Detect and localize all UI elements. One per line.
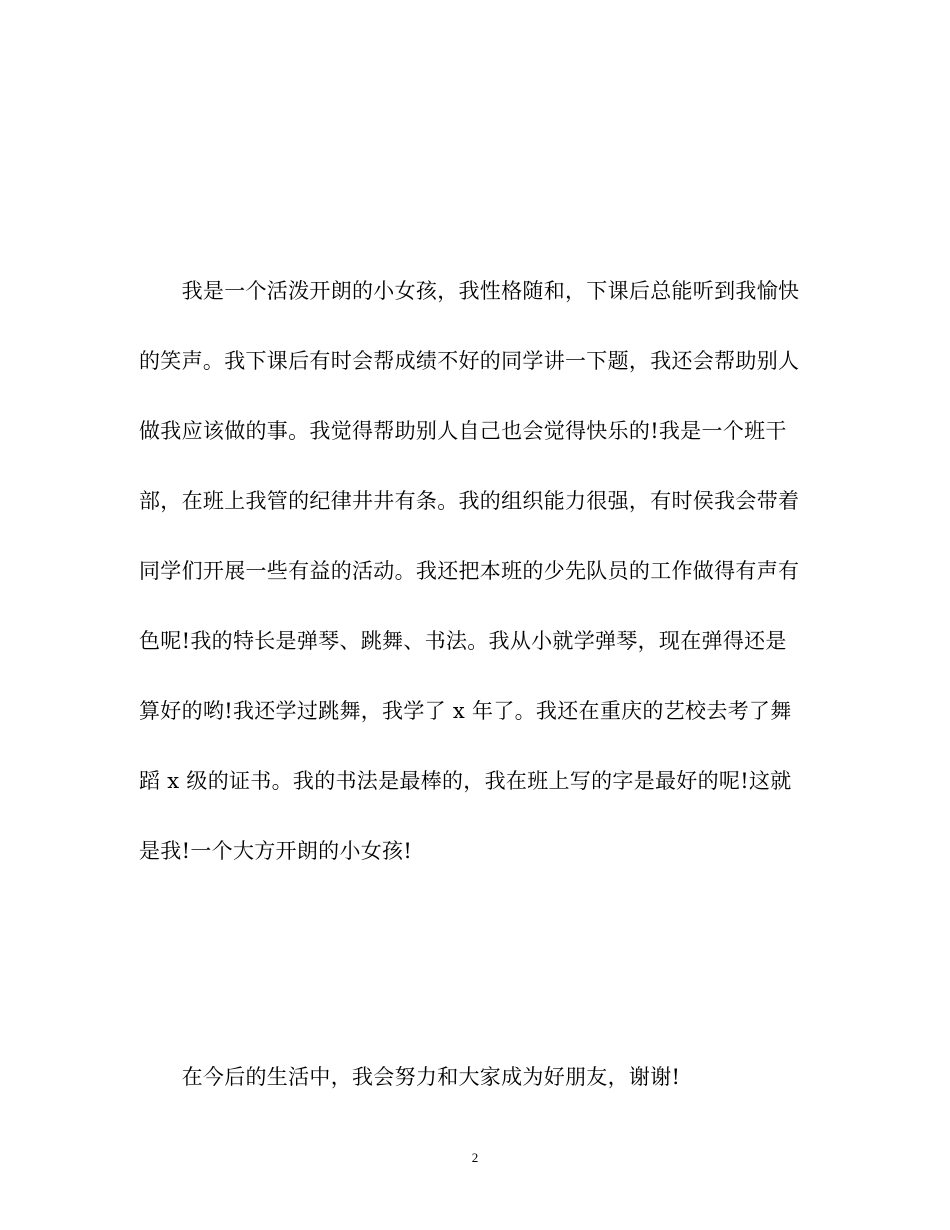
paragraph-1-line-7: 算好的哟!我还学过跳舞，我学了 x 年了。我还在重庆的艺校去考了舞 [139,699,792,723]
paragraph-1-line-2: 的笑声。我下课后有时会帮成绩不好的同学讲一下题，我还会帮助别人 [139,349,800,373]
paragraph-1-line-4: 部，在班上我管的纪律井井有条。我的组织能力很强，有时侯我会带着 [139,489,800,513]
paragraph-2: 在今后的生活中，我会努力和大家成为好朋友，谢谢! [139,1065,681,1089]
paragraph-1-line-9: 是我!一个大方开朗的小女孩! [139,839,413,863]
paragraph-1-line-5: 同学们开展一些有益的活动。我还把本班的少先队员的工作做得有声有 [139,559,800,583]
paragraph-1-line-6: 色呢!我的特长是弹琴、跳舞、书法。我从小就学弹琴，现在弹得还是 [139,629,787,653]
paragraph-1-line-1: 我是一个活泼开朗的小女孩，我性格随和，下课后总能听到我愉快 [139,279,800,303]
paragraph-1-line-3: 做我应该做的事。我觉得帮助别人自己也会觉得快乐的!我是一个班干 [139,419,787,443]
paragraph-1-line-8: 蹈 x 级的证书。我的书法是最棒的，我在班上写的字是最好的呢!这就 [139,769,792,793]
page-number: 2 [471,1150,479,1165]
